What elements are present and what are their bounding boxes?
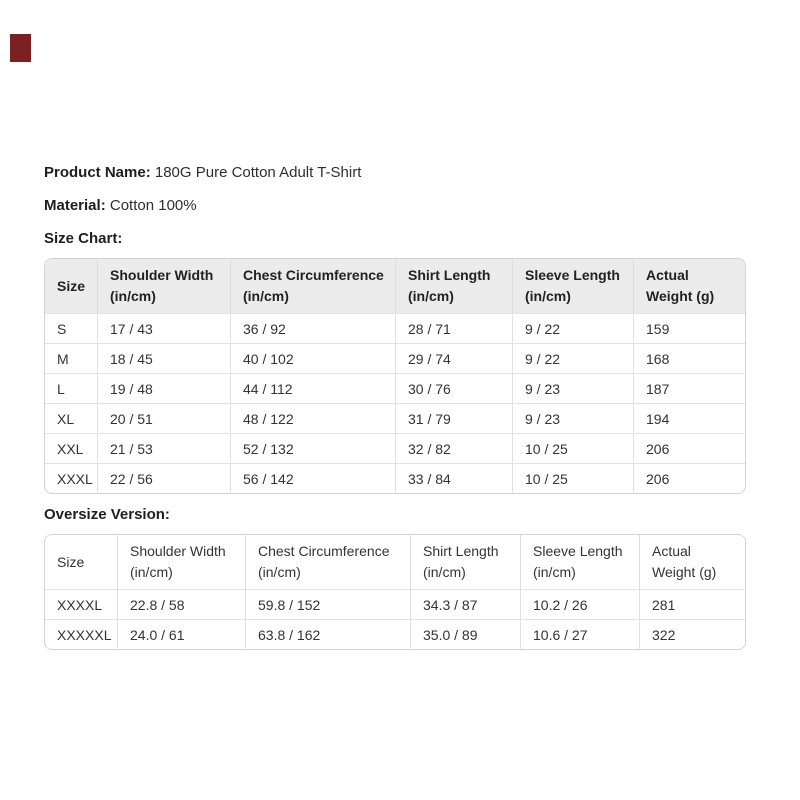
table-row xyxy=(45,589,745,619)
oversize-heading: Oversize Version: xyxy=(44,506,170,523)
column-header: Shirt Length (in/cm) xyxy=(411,535,521,589)
table-row xyxy=(45,343,745,373)
material-line xyxy=(44,197,744,214)
measurement-cell: 32 / 82 xyxy=(396,433,513,463)
table-row xyxy=(45,619,745,649)
size-cell: L xyxy=(45,373,98,403)
material-value: Cotton 100% xyxy=(109,197,197,214)
material-label: Material: xyxy=(44,197,106,214)
size-cell: XXXXL xyxy=(45,589,118,619)
table-row xyxy=(45,463,745,493)
product-name-value: 180G Pure Cotton Adult T-Shirt xyxy=(154,164,362,181)
measurement-cell: 281 xyxy=(640,589,745,619)
measurement-cell: 10.2 / 26 xyxy=(521,589,640,619)
column-header: Chest Circumference (in/cm) xyxy=(231,259,396,313)
column-header: Sleeve Length (in/cm) xyxy=(513,259,634,313)
size-cell: XXL xyxy=(45,433,98,463)
measurement-cell: 206 xyxy=(634,463,745,493)
measurement-cell: 10 / 25 xyxy=(513,433,634,463)
red-square-mark xyxy=(10,34,31,62)
measurement-cell: 22 / 56 xyxy=(98,463,231,493)
measurement-cell: 9 / 22 xyxy=(513,343,634,373)
oversize-header-row xyxy=(45,535,745,589)
measurement-cell: 33 / 84 xyxy=(396,463,513,493)
measurement-cell: 322 xyxy=(640,619,745,649)
size-chart-heading: Size Chart: xyxy=(44,230,123,247)
measurement-cell: 56 / 142 xyxy=(231,463,396,493)
measurement-cell: 44 / 112 xyxy=(231,373,396,403)
size-cell: S xyxy=(45,313,98,343)
measurement-cell: 9 / 23 xyxy=(513,373,634,403)
product-name-label: Product Name: xyxy=(44,164,151,181)
column-header: Shirt Length (in/cm) xyxy=(396,259,513,313)
measurement-cell: 20 / 51 xyxy=(98,403,231,433)
measurement-cell: 63.8 / 162 xyxy=(246,619,411,649)
column-header: Size xyxy=(45,535,118,589)
column-header: Shoulder Width (in/cm) xyxy=(118,535,246,589)
measurement-cell: 24.0 / 61 xyxy=(118,619,246,649)
measurement-cell: 52 / 132 xyxy=(231,433,396,463)
measurement-cell: 159 xyxy=(634,313,745,343)
measurement-cell: 40 / 102 xyxy=(231,343,396,373)
measurement-cell: 17 / 43 xyxy=(98,313,231,343)
measurement-cell: 35.0 / 89 xyxy=(411,619,521,649)
measurement-cell: 29 / 74 xyxy=(396,343,513,373)
measurement-cell: 10 / 25 xyxy=(513,463,634,493)
measurement-cell: 10.6 / 27 xyxy=(521,619,640,649)
size-cell: XL xyxy=(45,403,98,433)
table-row xyxy=(45,313,745,343)
column-header: Actual Weight (g) xyxy=(634,259,745,313)
measurement-cell: 194 xyxy=(634,403,745,433)
measurement-cell: 9 / 22 xyxy=(513,313,634,343)
measurement-cell: 28 / 71 xyxy=(396,313,513,343)
column-header: Chest Circumference (in/cm) xyxy=(246,535,411,589)
column-header: Shoulder Width (in/cm) xyxy=(98,259,231,313)
spec-content xyxy=(44,164,744,650)
column-header: Sleeve Length (in/cm) xyxy=(521,535,640,589)
size-chart-table xyxy=(44,258,746,494)
measurement-cell: 21 / 53 xyxy=(98,433,231,463)
measurement-cell: 19 / 48 xyxy=(98,373,231,403)
table-row xyxy=(45,373,745,403)
measurement-cell: 59.8 / 152 xyxy=(246,589,411,619)
measurement-cell: 18 / 45 xyxy=(98,343,231,373)
column-header: Size xyxy=(45,259,98,313)
measurement-cell: 48 / 122 xyxy=(231,403,396,433)
table-row xyxy=(45,433,745,463)
size-chart-header-row xyxy=(45,259,745,313)
measurement-cell: 34.3 / 87 xyxy=(411,589,521,619)
measurement-cell: 9 / 23 xyxy=(513,403,634,433)
measurement-cell: 36 / 92 xyxy=(231,313,396,343)
measurement-cell: 22.8 / 58 xyxy=(118,589,246,619)
measurement-cell: 206 xyxy=(634,433,745,463)
size-cell: XXXXXL xyxy=(45,619,118,649)
size-cell: XXXL xyxy=(45,463,98,493)
size-cell: M xyxy=(45,343,98,373)
measurement-cell: 31 / 79 xyxy=(396,403,513,433)
oversize-table xyxy=(44,534,746,650)
table-row xyxy=(45,403,745,433)
measurement-cell: 187 xyxy=(634,373,745,403)
column-header: Actual Weight (g) xyxy=(640,535,745,589)
measurement-cell: 30 / 76 xyxy=(396,373,513,403)
measurement-cell: 168 xyxy=(634,343,745,373)
product-name-line xyxy=(44,164,744,181)
